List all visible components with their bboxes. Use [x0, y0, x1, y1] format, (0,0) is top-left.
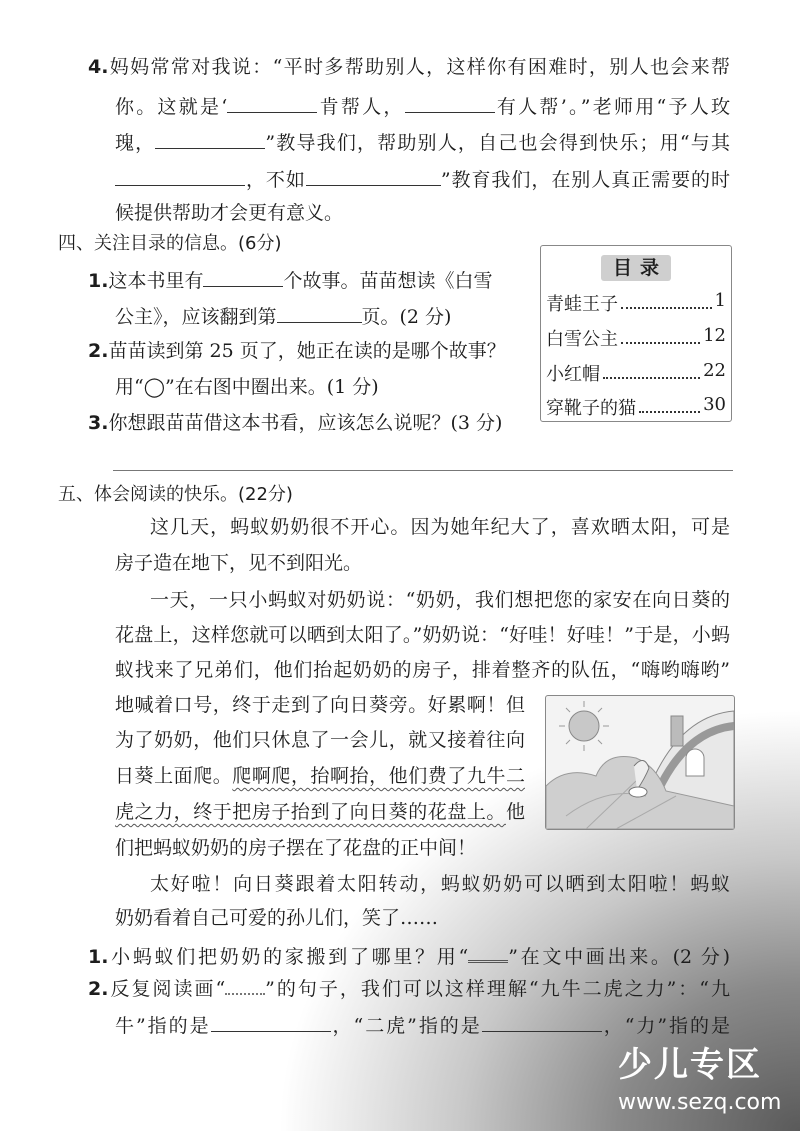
toc-item-title: 青蛙王子 [546, 294, 618, 315]
s4-q1-line-1 [88, 266, 492, 292]
answer-blank[interactable] [211, 1011, 331, 1032]
q4-text: 你。这就是‘ [115, 96, 228, 118]
q4-text: ”教育我们，在别人真正需要的时 [440, 169, 730, 191]
passage-line: 蚁找来了兄弟们，他们抬起奶奶的房子，排着整齐的队伍，“嗨哟嗨哟” [115, 659, 730, 681]
question-number: 2. [88, 340, 109, 362]
answer-blank[interactable] [227, 92, 317, 113]
section-5-heading: 五、体会阅读的快乐。(22分) [58, 484, 293, 505]
q4-text: 瑰， [115, 132, 156, 154]
section-4-heading: 四、关注目录的信息。(6分) [58, 233, 282, 254]
watermark-url: www.sezq.com [618, 1090, 782, 1115]
s4-q3-line [88, 410, 502, 436]
answer-blank[interactable] [155, 128, 265, 149]
question-text: ，“力”指的是 [601, 1015, 730, 1037]
question-number: 1. [88, 946, 109, 968]
illustration-ants-sunflower [545, 695, 735, 830]
s4-q1-line-2 [115, 302, 451, 328]
question-text: 牛”指的是 [115, 1015, 211, 1037]
q4-line-2 [115, 92, 730, 118]
answer-blank[interactable] [115, 165, 245, 186]
toc-item-title: 穿靴子的猫 [546, 398, 636, 419]
toc-item-page: 30 [703, 394, 726, 415]
answer-blank[interactable] [203, 266, 283, 287]
question-text: ”在文中画出来。(2 分) [508, 946, 730, 968]
q4-text: ”教导我们，帮助别人，自己也会得到快乐；用“与其 [265, 132, 730, 154]
q4-line-3 [115, 128, 730, 154]
toc-item[interactable] [546, 325, 726, 351]
question-text: 个故事。苗苗想读《白雪 [283, 270, 493, 292]
toc-item-page: 22 [703, 360, 726, 381]
leader-dots [621, 290, 712, 309]
passage-line [115, 799, 525, 825]
q4-text: 妈妈常常对我说：“平时多帮助别人，这样你有困难时，别人也会来帮 [108, 56, 730, 78]
watermark-title: 少儿专区 [618, 1045, 762, 1085]
passage-line: 地喊着口号，终于走到了向日葵旁。好累啊！但 [115, 694, 525, 716]
question-text: ，“二虎”指的是 [330, 1015, 482, 1037]
toc-item[interactable] [546, 360, 726, 386]
straight-underline-symbol [468, 940, 508, 963]
question-number: 2. [88, 978, 109, 1000]
passage-line: 太好啦！向日葵跟着太阳转动，蚂蚁奶奶可以晒到太阳啦！蚂蚁 [150, 873, 730, 895]
toc-item-page: 12 [703, 325, 726, 346]
question-text: 你想跟苗苗借这本书看，应该怎么说呢？(3 分) [108, 412, 503, 434]
question-number: 1. [88, 270, 109, 292]
toc-item[interactable] [546, 394, 726, 420]
passage-line: 房子造在地下，见不到阳光。 [115, 552, 363, 574]
toc-item-title: 小红帽 [546, 364, 600, 385]
answer-blank[interactable] [405, 92, 495, 113]
answer-blank[interactable] [482, 1011, 602, 1032]
toc-item[interactable] [546, 290, 726, 316]
leader-dots [639, 394, 700, 413]
s4-q2-line-2: 用“◯”在右图中圈出来。(1 分) [115, 376, 379, 398]
passage-line: 一天，一只小蚂蚁对奶奶说：“奶奶，我们想把您的家安在向日葵的 [150, 589, 730, 611]
answer-line[interactable] [113, 470, 733, 471]
q4-text: 肯帮人， [317, 96, 405, 118]
wavy-underlined-sentence: 爬啊爬，抬啊抬，他们费了九牛二 [232, 765, 525, 787]
passage-line: 花盘上，这样您就可以晒到太阳了。”奶奶说：“好哇！好哇！”于是，小蚂 [115, 624, 730, 646]
wavy-underlined-sentence: 虎之力，终于把房子抬到了向日葵的花盘上。 [115, 801, 506, 823]
passage-line: 们把蚂蚁奶奶的房子摆在了花盘的正中间！ [115, 837, 477, 859]
leader-dots [603, 360, 700, 379]
q4-number: 4. [88, 56, 109, 78]
passage-line [115, 763, 525, 789]
q4-line-4 [115, 165, 730, 191]
passage-line: 奶奶看着自己可爱的孙儿们，笑了…… [115, 907, 439, 929]
table-of-contents [540, 245, 732, 422]
question-text: 苗苗读到第 25 页了，她正在读的是哪个故事？ [108, 340, 506, 362]
wavy-line-symbol [225, 975, 265, 995]
s5-q1-line [88, 940, 730, 966]
passage-line: 这几天，蚂蚁奶奶很不开心。因为她年纪大了，喜欢晒太阳，可是 [150, 516, 730, 538]
question-text: 反复阅读画“ [108, 978, 226, 1000]
passage-text: 日葵上面爬。 [115, 765, 233, 787]
q4-text: ，不如 [245, 169, 306, 191]
toc-title: 目录 [601, 255, 671, 281]
question-text: 这本书里有 [108, 270, 204, 292]
s4-q2-line-1 [88, 338, 506, 364]
question-text: 小蚂蚁们把奶奶的家搬到了哪里？用“ [108, 946, 469, 968]
question-text: 公主》，应该翻到第 [115, 306, 277, 328]
q4-line-1 [88, 54, 730, 80]
answer-blank[interactable] [277, 302, 362, 323]
s5-q2-line-1 [88, 975, 730, 1001]
ant-house-illustration [546, 696, 734, 829]
q4-line-5: 候提供帮助才会更有意义。 [115, 202, 344, 224]
q4-text: 有人帮’。”老师用“予人玫 [494, 96, 730, 118]
passage-text: 他 [505, 801, 525, 823]
toc-item-title: 白雪公主 [546, 329, 618, 350]
leader-dots [621, 325, 700, 344]
question-text: 页。(2 分) [361, 306, 452, 328]
passage-line: 为了奶奶，他们只休息了一会儿，就又接着往向 [115, 729, 525, 751]
s5-q2-line-2 [115, 1011, 730, 1037]
toc-item-page: 1 [714, 290, 726, 311]
question-number: 3. [88, 412, 109, 434]
sun-icon [559, 701, 609, 751]
answer-blank[interactable] [306, 165, 441, 186]
question-text: ”的句子，我们可以这样理解“九牛二虎之力”：“九 [265, 978, 731, 1000]
